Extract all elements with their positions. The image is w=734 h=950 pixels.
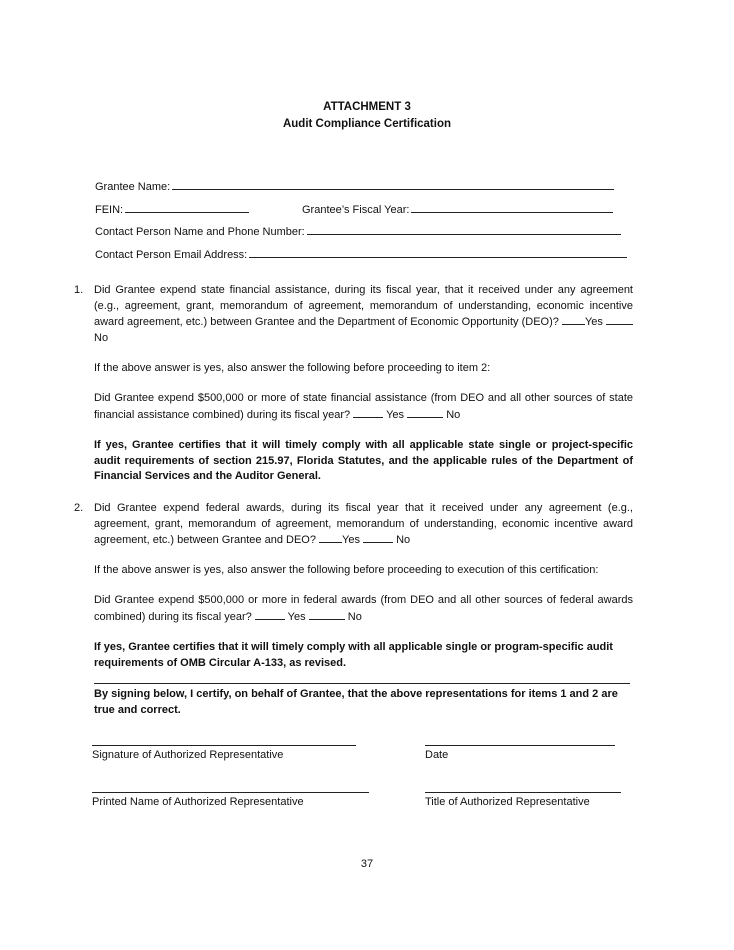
- item-2-no-blank[interactable]: [363, 532, 393, 543]
- item-2-yes-label: Yes: [342, 534, 360, 547]
- signing-statement: By signing below, I certify, on behalf of Grantee, that the above representations for items 1 and 2 are true and correct.: [94, 688, 618, 716]
- fiscal-year-field[interactable]: [411, 201, 613, 213]
- printed-name-line[interactable]: [92, 792, 369, 793]
- contact-name-label: Contact Person Name and Phone Number:: [95, 226, 305, 238]
- attachment-heading: ATTACHMENT 3: [323, 101, 411, 113]
- title-label: Title of Authorized Representative: [425, 796, 590, 808]
- fein-label: FEIN:: [95, 204, 124, 216]
- signature-label: Signature of Authorized Representative: [92, 749, 284, 761]
- item-1-question-b: [94, 391, 633, 423]
- item-1-no-blank[interactable]: [606, 314, 633, 325]
- date-line[interactable]: [425, 745, 615, 746]
- item-2-number: 2.: [74, 502, 84, 514]
- item-1-question-a: [94, 283, 633, 346]
- item-1-yes-label: Yes: [584, 316, 603, 329]
- item-1b-no-blank[interactable]: [407, 407, 443, 418]
- item-2b-yes-blank[interactable]: [255, 609, 285, 620]
- item-2-question-b: [94, 593, 633, 625]
- contact-email-field[interactable]: [249, 246, 627, 258]
- item-1-yes-blank[interactable]: [562, 314, 585, 325]
- item-1b-yes-label: Yes: [386, 408, 405, 421]
- printed-name-label: Printed Name of Authorized Representative: [92, 796, 304, 808]
- contact-email-label: Contact Person Email Address:: [95, 249, 248, 261]
- fiscal-year-label: Grantee’s Fiscal Year:: [302, 204, 410, 216]
- item-2-instruction: If the above answer is yes, also answer the following before proceeding to execution of this certification:: [94, 564, 599, 576]
- item-2-no-label: No: [396, 534, 411, 547]
- item-2b-yes-label: Yes: [287, 610, 306, 623]
- title-line[interactable]: [425, 792, 621, 793]
- item-2-question-a: [94, 501, 633, 549]
- item-1-instruction: If the above answer is yes, also answer the following before proceeding to item 2:: [94, 362, 491, 374]
- document-title: Audit Compliance Certification: [282, 118, 452, 130]
- fiscal-year-row: [302, 201, 613, 215]
- contact-email-row: [95, 246, 627, 260]
- item-2b-no-label: No: [347, 610, 362, 623]
- item-2-certification: If yes, Grantee certifies that it will timely comply with all applicable single or program-specific audit requirements of OMB Circular A-133, as revised.: [94, 641, 613, 669]
- signature-line[interactable]: [92, 745, 356, 746]
- contact-name-row: [95, 223, 621, 237]
- item-1-question-b-text: Did Grantee expend $500,000 or more of state financial assistance (from DEO and all other sources of state financial assistance combined) during its fiscal year?: [94, 392, 633, 421]
- grantee-name-label: Grantee Name:: [95, 181, 171, 193]
- item-2-question-b-text: Did Grantee expend $500,000 or more in federal awards (from DEO and all other sources of federal awards combined) during its fiscal year?: [94, 594, 633, 623]
- grantee-name-row: [95, 178, 614, 192]
- item-1b-no-label: No: [446, 408, 461, 421]
- item-2b-no-blank[interactable]: [309, 609, 345, 620]
- item-1-question-a-text: Did Grantee expend state financial assistance, during its fiscal year, that it received under any agreement (e.g., agreement, grant, memorandum of agreement, memorandum of understanding, economic incentive award agreement, etc.) between Grantee and the Department of Economic Opportunity (DEO)?: [94, 284, 633, 329]
- item-2-question-a-text: Did Grantee expend federal awards, during its fiscal year that it received under any agreement (e.g., agreement, grant, memorandum of agreement, memorandum of understanding, economic incentive award agreement, etc.) between Grantee and DEO?: [94, 502, 633, 547]
- section-divider: [94, 683, 630, 684]
- item-2-yes-blank[interactable]: [319, 532, 342, 543]
- item-1b-yes-blank[interactable]: [353, 407, 383, 418]
- item-1-no-label: No: [94, 331, 109, 344]
- fein-field[interactable]: [125, 201, 249, 213]
- contact-name-field[interactable]: [307, 223, 621, 235]
- date-label: Date: [425, 749, 449, 761]
- fein-row: [95, 201, 249, 215]
- grantee-name-field[interactable]: [172, 178, 614, 190]
- page-number: 37: [360, 858, 374, 870]
- item-1-certification: If yes, Grantee certifies that it will timely comply with all applicable state single or project-specific audit requirements of section 215.97, Florida Statutes, and the applicable rules of the Department of Financial Services and the Auditor General.: [94, 439, 633, 483]
- item-1-number: 1.: [74, 284, 84, 296]
